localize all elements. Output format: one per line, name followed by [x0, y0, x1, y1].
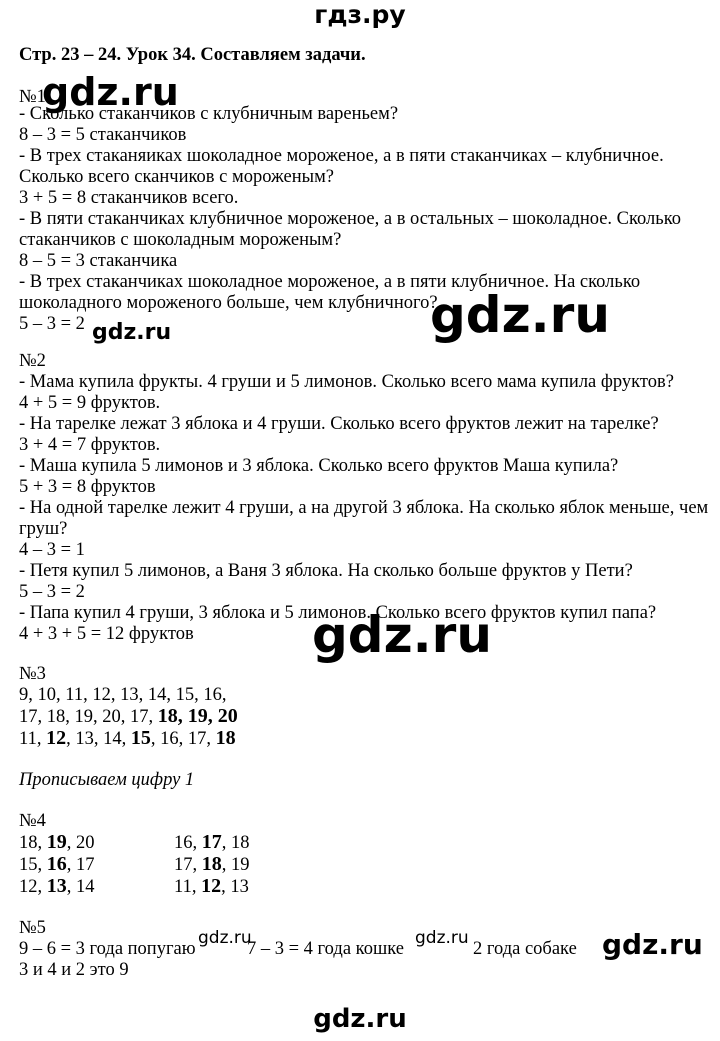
s4-row — [19, 831, 95, 854]
s4-text: 11, — [174, 877, 202, 897]
s4-text: , 13 — [221, 877, 249, 897]
s5-line-2: 3 и 4 и 2 это 9 — [19, 960, 129, 980]
s3-bold-number: 18 — [215, 727, 236, 749]
site-header: гдз.ру — [314, 0, 406, 29]
s3-bold-number: 15 — [130, 727, 151, 749]
s2-line: 4 + 5 = 9 фруктов. — [19, 393, 161, 413]
s2-line: 5 – 3 = 2 — [19, 582, 85, 602]
s2-line: 4 – 3 = 1 — [19, 540, 85, 560]
s3-line-2-plain: 17, 18, 19, 20, 17, — [19, 707, 158, 727]
s2-line: груш? — [19, 519, 68, 539]
s2-line: - На одной тарелке лежит 4 груши, а на другой 3 яблока. На сколько яблок меньше, чем — [19, 498, 709, 518]
s4-text: 18, — [19, 833, 47, 853]
section-4-number: №4 — [19, 811, 46, 831]
s4-row — [19, 875, 95, 898]
s4-bold-number: 18 — [201, 853, 222, 875]
s4-text: , 20 — [66, 833, 95, 853]
s1-line: стаканчиков с шоколадным мороженым? — [19, 230, 342, 250]
s3-text: 11, — [19, 729, 47, 749]
s1-line: - Сколько стаканчиков с клубничным вареньем? — [19, 104, 399, 124]
s2-line: 5 + 3 = 8 фруктов — [19, 477, 156, 497]
s2-line: - Мама купила фрукты. 4 груши и 5 лимонов. Сколько всего мама купила фруктов? — [19, 372, 674, 392]
s4-bold-number: 13 — [46, 875, 67, 897]
note-text: Прописываем цифру 1 — [19, 770, 195, 790]
s4-bold-number: 17 — [201, 831, 222, 853]
s4-text: 15, — [19, 855, 47, 875]
s4-bold-number: 16 — [46, 853, 67, 875]
s1-line: Сколько всего сканчиков с мороженым? — [19, 167, 334, 187]
footer-watermark: gdz.ru — [313, 1004, 407, 1034]
watermark: gdz.ru — [312, 606, 492, 664]
page-title: Стр. 23 – 24. Урок 34. Составляем задачи. — [19, 45, 366, 65]
watermark: gdz.ru — [42, 70, 179, 114]
s4-row-right — [174, 875, 249, 898]
s3-line-2 — [19, 705, 238, 728]
s1-line: - В пяти стаканчиках клубничное мороженое, а в остальных – шоколадное. Сколько — [19, 209, 682, 229]
section-3-number: №3 — [19, 664, 46, 684]
s3-text: , 16, 17, — [150, 729, 216, 749]
section-2-number: №2 — [19, 351, 46, 371]
watermark: gdz.ru — [430, 286, 610, 344]
s1-line: шоколадного мороженого больше, чем клубничного? — [19, 293, 438, 313]
s2-line: 4 + 3 + 5 = 12 фруктов — [19, 624, 194, 644]
s3-bold-number: 12 — [46, 727, 67, 749]
watermark: gdz.ru — [92, 320, 172, 345]
s4-text: , 19 — [221, 855, 250, 875]
s2-line: - Папа купил 4 груши, 3 яблока и 5 лимонов. Сколько всего фруктов купил папа? — [19, 603, 657, 623]
s1-line: - В трех стаканчиках шоколадное мороженое, а в пяти клубничное. На сколько — [19, 272, 641, 292]
s4-text: , 14 — [66, 877, 95, 897]
s4-row-right — [174, 853, 250, 876]
s4-text: , 17 — [66, 855, 95, 875]
s1-line: 8 – 5 = 3 стаканчика — [19, 251, 178, 271]
s5-part-2: 7 – 3 = 4 года кошке — [247, 939, 404, 959]
section-5-number: №5 — [19, 918, 46, 938]
s4-bold-number: 12 — [201, 875, 222, 897]
section-1-number: №1 — [19, 87, 46, 107]
s3-line-2-bold: 18, 19, 20 — [157, 705, 238, 727]
s1-line: - В трех стаканяиках шоколадное мороженое, а в пяти стаканчиках – клубничное. — [19, 146, 664, 166]
watermark: gdz.ru — [415, 928, 469, 948]
s2-line: - На тарелке лежат 3 яблока и 4 груши. Сколько всего фруктов лежит на тарелке? — [19, 414, 659, 434]
s1-line: 5 – 3 = 2 — [19, 314, 85, 334]
s4-row — [19, 853, 95, 876]
s2-line: 3 + 4 = 7 фруктов. — [19, 435, 161, 455]
s4-text: 12, — [19, 877, 47, 897]
watermark: gdz.ru — [198, 928, 252, 948]
s2-line: - Маша купила 5 лимонов и 3 яблока. Сколько всего фруктов Маша купила? — [19, 456, 619, 476]
s1-line: 8 – 3 = 5 стаканчиков — [19, 125, 187, 145]
watermark: gdz.ru — [602, 928, 703, 961]
s5-part-3: 2 года собаке — [473, 939, 577, 959]
s3-text: , 13, 14, — [66, 729, 131, 749]
s3-line-3 — [19, 727, 236, 750]
s3-line-1: 9, 10, 11, 12, 13, 14, 15, 16, — [19, 685, 227, 705]
s1-line: 3 + 5 = 8 стаканчиков всего. — [19, 188, 239, 208]
s4-text: 16, — [174, 833, 202, 853]
s4-text: , 18 — [221, 833, 250, 853]
s4-text: 17, — [174, 855, 202, 875]
s4-row-right — [174, 831, 250, 854]
s4-bold-number: 19 — [46, 831, 67, 853]
s5-part-1: 9 – 6 = 3 года попугаю — [19, 939, 196, 959]
s2-line: - Петя купил 5 лимонов, а Ваня 3 яблока. На сколько больше фруктов у Пети? — [19, 561, 633, 581]
